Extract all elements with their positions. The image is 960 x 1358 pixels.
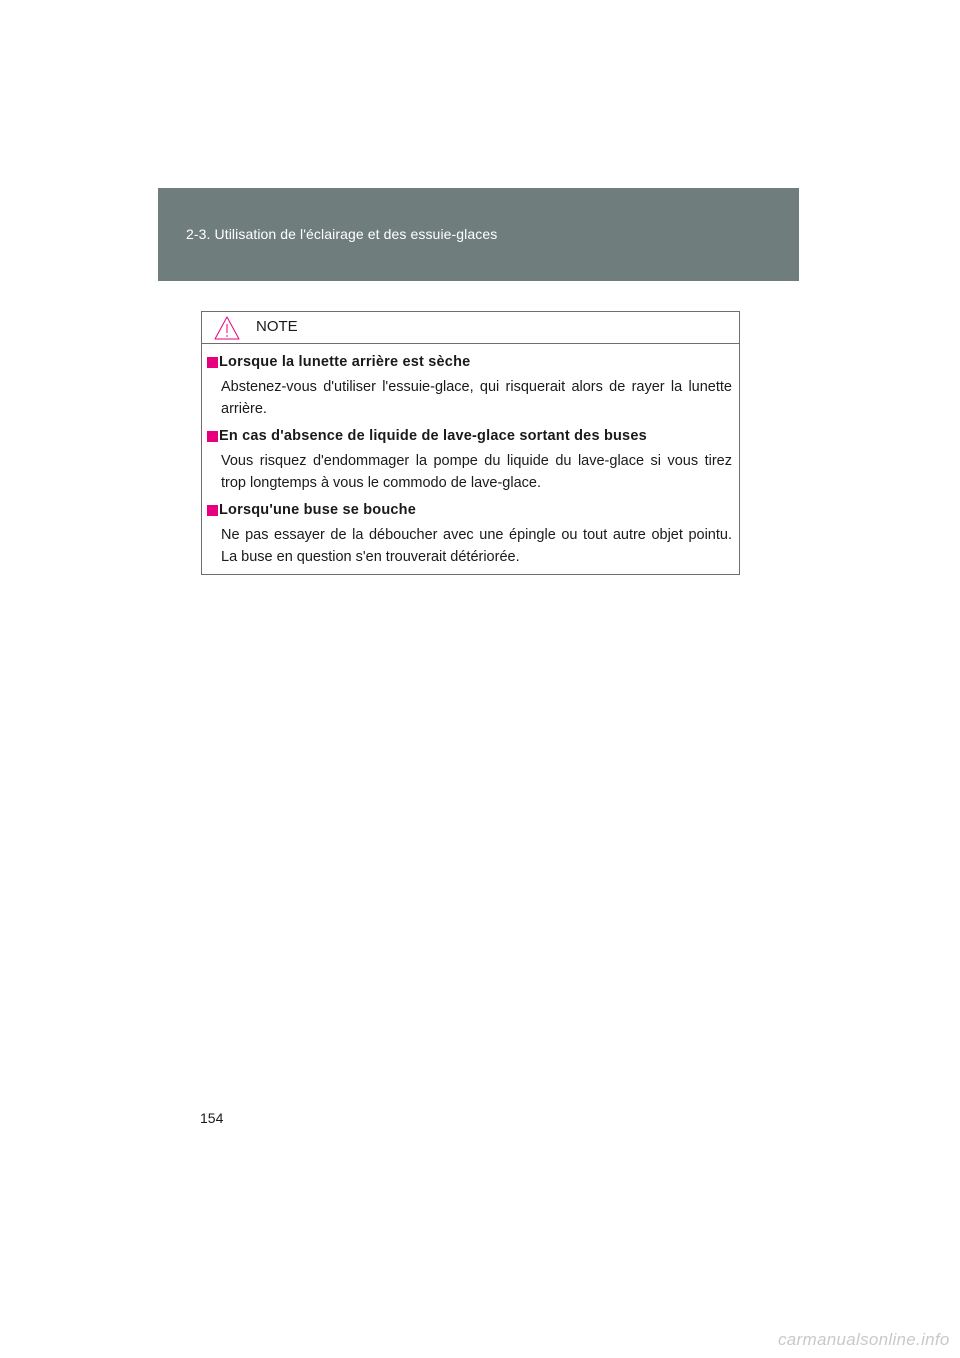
section-title: 2-3. Utilisation de l'éclairage et des essuie-glaces (186, 226, 498, 242)
note-item (202, 428, 739, 494)
note-item (202, 354, 739, 420)
square-bullet-icon (207, 357, 218, 368)
page-number: 154 (200, 1110, 224, 1126)
note-item-text: Vous risquez d'endommager la pompe du liquide du lave-glace si vous tirez trop longtemps à vous le commodo de lave-glace. (221, 453, 732, 491)
note-item-text: Abstenez-vous d'utiliser l'essuie-glace, qui risquerait alors de rayer la lunette arrière. (221, 379, 732, 417)
note-item (202, 502, 739, 568)
note-label: NOTE (256, 318, 298, 335)
note-item-title: Lorsque la lunette arrière est sèche (219, 354, 471, 370)
section-header-band (158, 188, 799, 281)
watermark: carmanualsonline.info (778, 1330, 950, 1349)
note-header (202, 312, 739, 344)
warning-triangle-icon (213, 315, 241, 341)
note-item-title: En cas d'absence de liquide de lave-glace sortant des buses (219, 428, 647, 444)
square-bullet-icon (207, 431, 218, 442)
note-box (201, 311, 740, 575)
note-item-title: Lorsqu'une buse se bouche (219, 502, 416, 518)
square-bullet-icon (207, 505, 218, 516)
note-item-text: Ne pas essayer de la déboucher avec une épingle ou tout autre objet pointu. La buse en question s'en trouverait détériorée. (221, 527, 732, 565)
note-body (202, 344, 739, 568)
